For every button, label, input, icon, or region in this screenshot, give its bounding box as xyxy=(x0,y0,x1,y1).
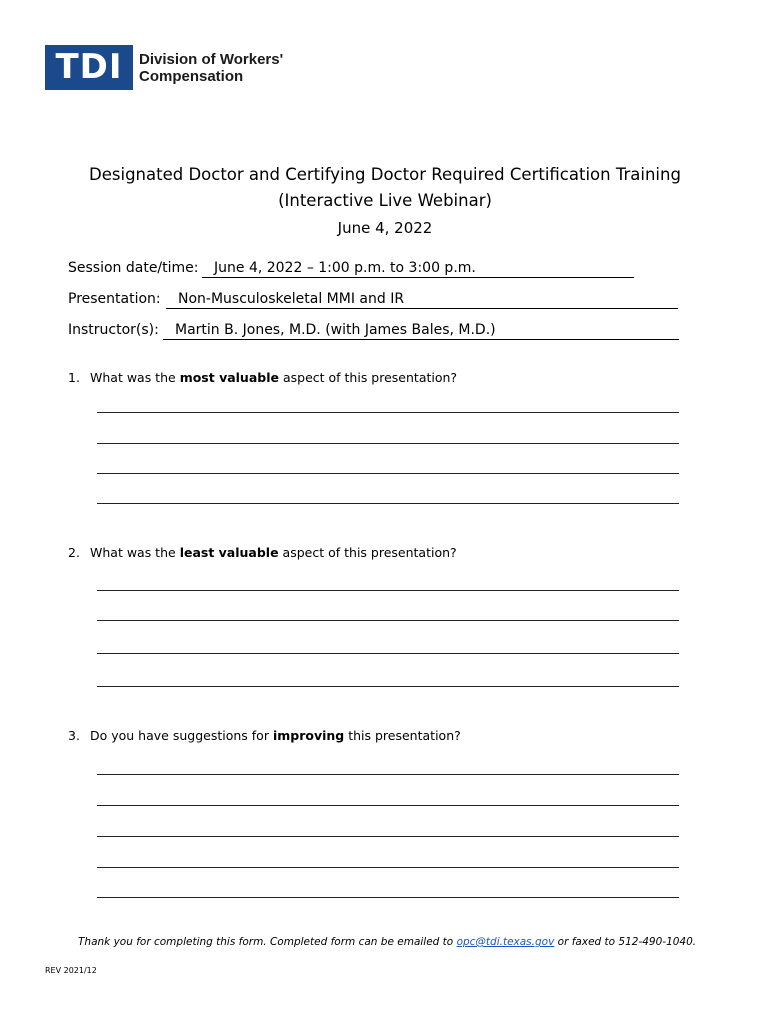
question-text: aspect of this presentation? xyxy=(278,545,457,560)
org-name xyxy=(139,51,283,85)
answer-line[interactable] xyxy=(97,503,679,504)
presentation-value[interactable]: Non-Musculoskeletal MMI and IR xyxy=(166,291,678,309)
question-text: Do you have suggestions for xyxy=(90,728,273,743)
tdi-logo-mark: TDI xyxy=(45,45,133,90)
answer-line[interactable] xyxy=(97,590,679,591)
question-text: What was the xyxy=(90,370,180,385)
footer-text: or faxed to 512-490-1040. xyxy=(554,936,697,948)
question-emphasis: most valuable xyxy=(179,370,279,385)
instructor-field xyxy=(68,322,496,338)
answer-line[interactable] xyxy=(97,473,679,474)
answer-line[interactable] xyxy=(97,412,679,413)
answer-line[interactable] xyxy=(97,653,679,654)
title-line1: Designated Doctor and Certifying Doctor Required Certification Training xyxy=(89,165,681,184)
footer-text: Thank you for completing this form. Completed form can be emailed to xyxy=(78,936,457,948)
session-field xyxy=(68,260,476,276)
revision-label: REV 2021/12 xyxy=(45,966,97,975)
answer-line[interactable] xyxy=(97,805,679,806)
presentation-field xyxy=(68,291,405,307)
tdi-logo xyxy=(45,45,283,90)
question-2 xyxy=(68,545,457,560)
footer-note xyxy=(78,936,696,948)
answer-line[interactable] xyxy=(97,443,679,444)
question-emphasis: least valuable xyxy=(179,545,279,560)
question-text: this presentation? xyxy=(344,728,461,743)
question-number: 1. xyxy=(68,370,80,385)
answer-line[interactable] xyxy=(97,836,679,837)
instructor-value[interactable]: Martin B. Jones, M.D. (with James Bales, M.D.) xyxy=(163,322,679,340)
session-label: Session date/time: xyxy=(68,260,199,276)
question-emphasis: improving xyxy=(272,728,345,743)
question-text: aspect of this presentation? xyxy=(278,370,458,385)
session-value[interactable]: June 4, 2022 – 1:00 p.m. to 3:00 p.m. xyxy=(202,260,634,278)
page-title xyxy=(0,162,770,214)
answer-line[interactable] xyxy=(97,774,679,775)
email-link[interactable]: opc@tdi.texas.gov xyxy=(456,936,555,948)
answer-line[interactable] xyxy=(97,897,679,898)
presentation-label: Presentation: xyxy=(68,291,161,307)
answer-line[interactable] xyxy=(97,867,679,868)
title-line2: (Interactive Live Webinar) xyxy=(278,191,492,210)
question-number: 2. xyxy=(68,545,80,560)
org-name-line1: Division of Workers' xyxy=(139,50,284,68)
question-number: 3. xyxy=(68,728,80,743)
title-date: June 4, 2022 xyxy=(337,219,433,237)
question-1 xyxy=(68,370,457,385)
answer-line[interactable] xyxy=(97,620,679,621)
instructor-label: Instructor(s): xyxy=(68,322,159,338)
answer-line[interactable] xyxy=(97,686,679,687)
org-name-line2: Compensation xyxy=(139,67,244,85)
question-3 xyxy=(68,728,461,743)
question-text: What was the xyxy=(90,545,180,560)
